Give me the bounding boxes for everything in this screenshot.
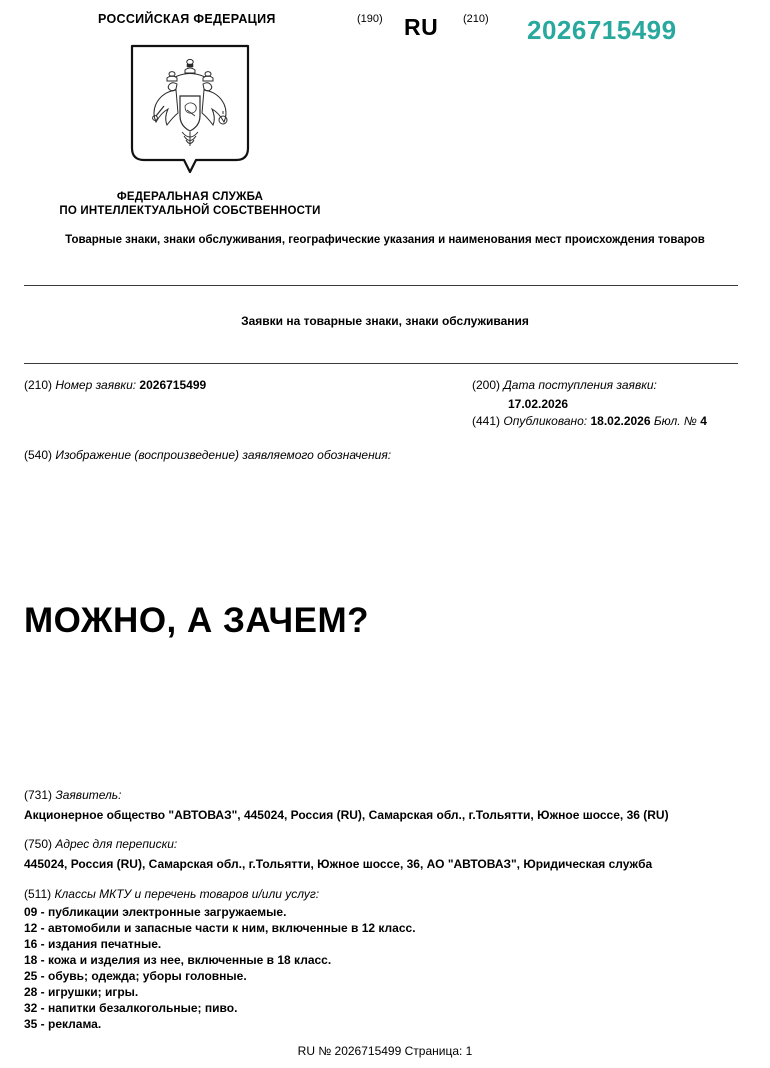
field-label: Адрес для переписки: <box>55 837 178 851</box>
agency-name-line-1: ФЕДЕРАЛЬНАЯ СЛУЖБА <box>116 191 264 203</box>
inid-code: (210) <box>24 378 53 392</box>
country-code-ru: RU <box>404 14 439 40</box>
section-divider-top <box>24 285 738 286</box>
mktu-class-list <box>24 904 416 1032</box>
trademark-text: МОЖНО, А ЗАЧЕМ? <box>24 601 370 640</box>
field-publication <box>472 413 762 430</box>
applicant-value: Акционерное общество "АВТОВАЗ", 445024, Россия (RU), Самарская обл., г.Тольятти, Южное шоссе, 36 (RU) <box>24 808 669 822</box>
document-header <box>0 6 770 46</box>
mktu-class-item: 28 - игрушки; игры. <box>24 985 139 999</box>
field-label: Классы МКТУ и перечень товаров и/или услуг: <box>54 887 320 901</box>
coat-of-arms-icon <box>130 44 250 176</box>
field-mark-image-label <box>24 447 391 464</box>
inid-code: (441) <box>472 414 501 428</box>
mktu-class-item: 18 - кожа и изделия из нее, включенные в 18 класс. <box>24 953 332 967</box>
inid-code: (540) <box>24 448 53 462</box>
field-correspondence <box>24 836 652 873</box>
section-title: Заявки на товарные знаки, знаки обслуживания <box>241 314 529 328</box>
mktu-classes-header <box>24 887 416 901</box>
page-footer: RU № 2026715499 Страница: 1 <box>297 1044 473 1058</box>
field-application-number <box>24 377 206 394</box>
agency-name <box>0 190 380 218</box>
mktu-class-item: 25 - обувь; одежда; уборы головные. <box>24 969 247 983</box>
agency-name-line-2: ПО ИНТЕЛЛЕКТУАЛЬНОЙ СОБСТВЕННОСТИ <box>59 205 321 217</box>
section-divider-bottom <box>24 363 738 364</box>
bulletin-number: 4 <box>700 414 707 428</box>
field-label: Опубликовано: <box>503 414 588 428</box>
inid-code-190: (190) <box>357 13 383 25</box>
application-number-header: 2026715499 <box>527 15 677 45</box>
field-value: 2026715499 <box>139 378 207 392</box>
bulletin-label: Бюл. № <box>653 414 697 428</box>
mktu-class-item: 16 - издания печатные. <box>24 937 162 951</box>
mktu-class-item: 35 - реклама. <box>24 1017 102 1031</box>
mktu-class-item: 32 - напитки безалкогольные; пиво. <box>24 1001 238 1015</box>
field-label: Изображение (воспроизведение) заявляемого обозначения: <box>55 448 392 462</box>
subjects-line: Товарные знаки, знаки обслуживания, географические указания и наименования мест происхождения товаров <box>65 234 705 246</box>
field-label: Заявитель: <box>55 788 122 802</box>
inid-code: (511) <box>24 887 52 901</box>
country-name: РОССИЙСКАЯ ФЕДЕРАЦИЯ <box>98 12 276 26</box>
inid-code: (731) <box>24 788 53 802</box>
field-mktu-classes <box>24 887 416 1032</box>
inid-code: (750) <box>24 837 53 851</box>
trademark-image-area <box>0 470 770 770</box>
publication-date: 18.02.2026 <box>590 414 651 428</box>
correspondence-value: 445024, Россия (RU), Самарская обл., г.Тольятти, Южное шоссе, 36, АО "АВТОВАЗ", Юридическая служба <box>24 857 653 871</box>
field-label: Дата поступления заявки: <box>503 378 657 392</box>
inid-code: (200) <box>472 378 501 392</box>
inid-code-210: (210) <box>463 13 489 25</box>
mktu-class-item: 09 - публикации электронные загружаемые. <box>24 905 287 919</box>
field-applicant <box>24 787 669 824</box>
field-value: 17.02.2026 <box>508 397 569 411</box>
field-filing-date <box>472 377 752 413</box>
mktu-class-item: 12 - автомобили и запасные части к ним, включенные в 12 класс. <box>24 921 416 935</box>
field-label: Номер заявки: <box>55 378 137 392</box>
